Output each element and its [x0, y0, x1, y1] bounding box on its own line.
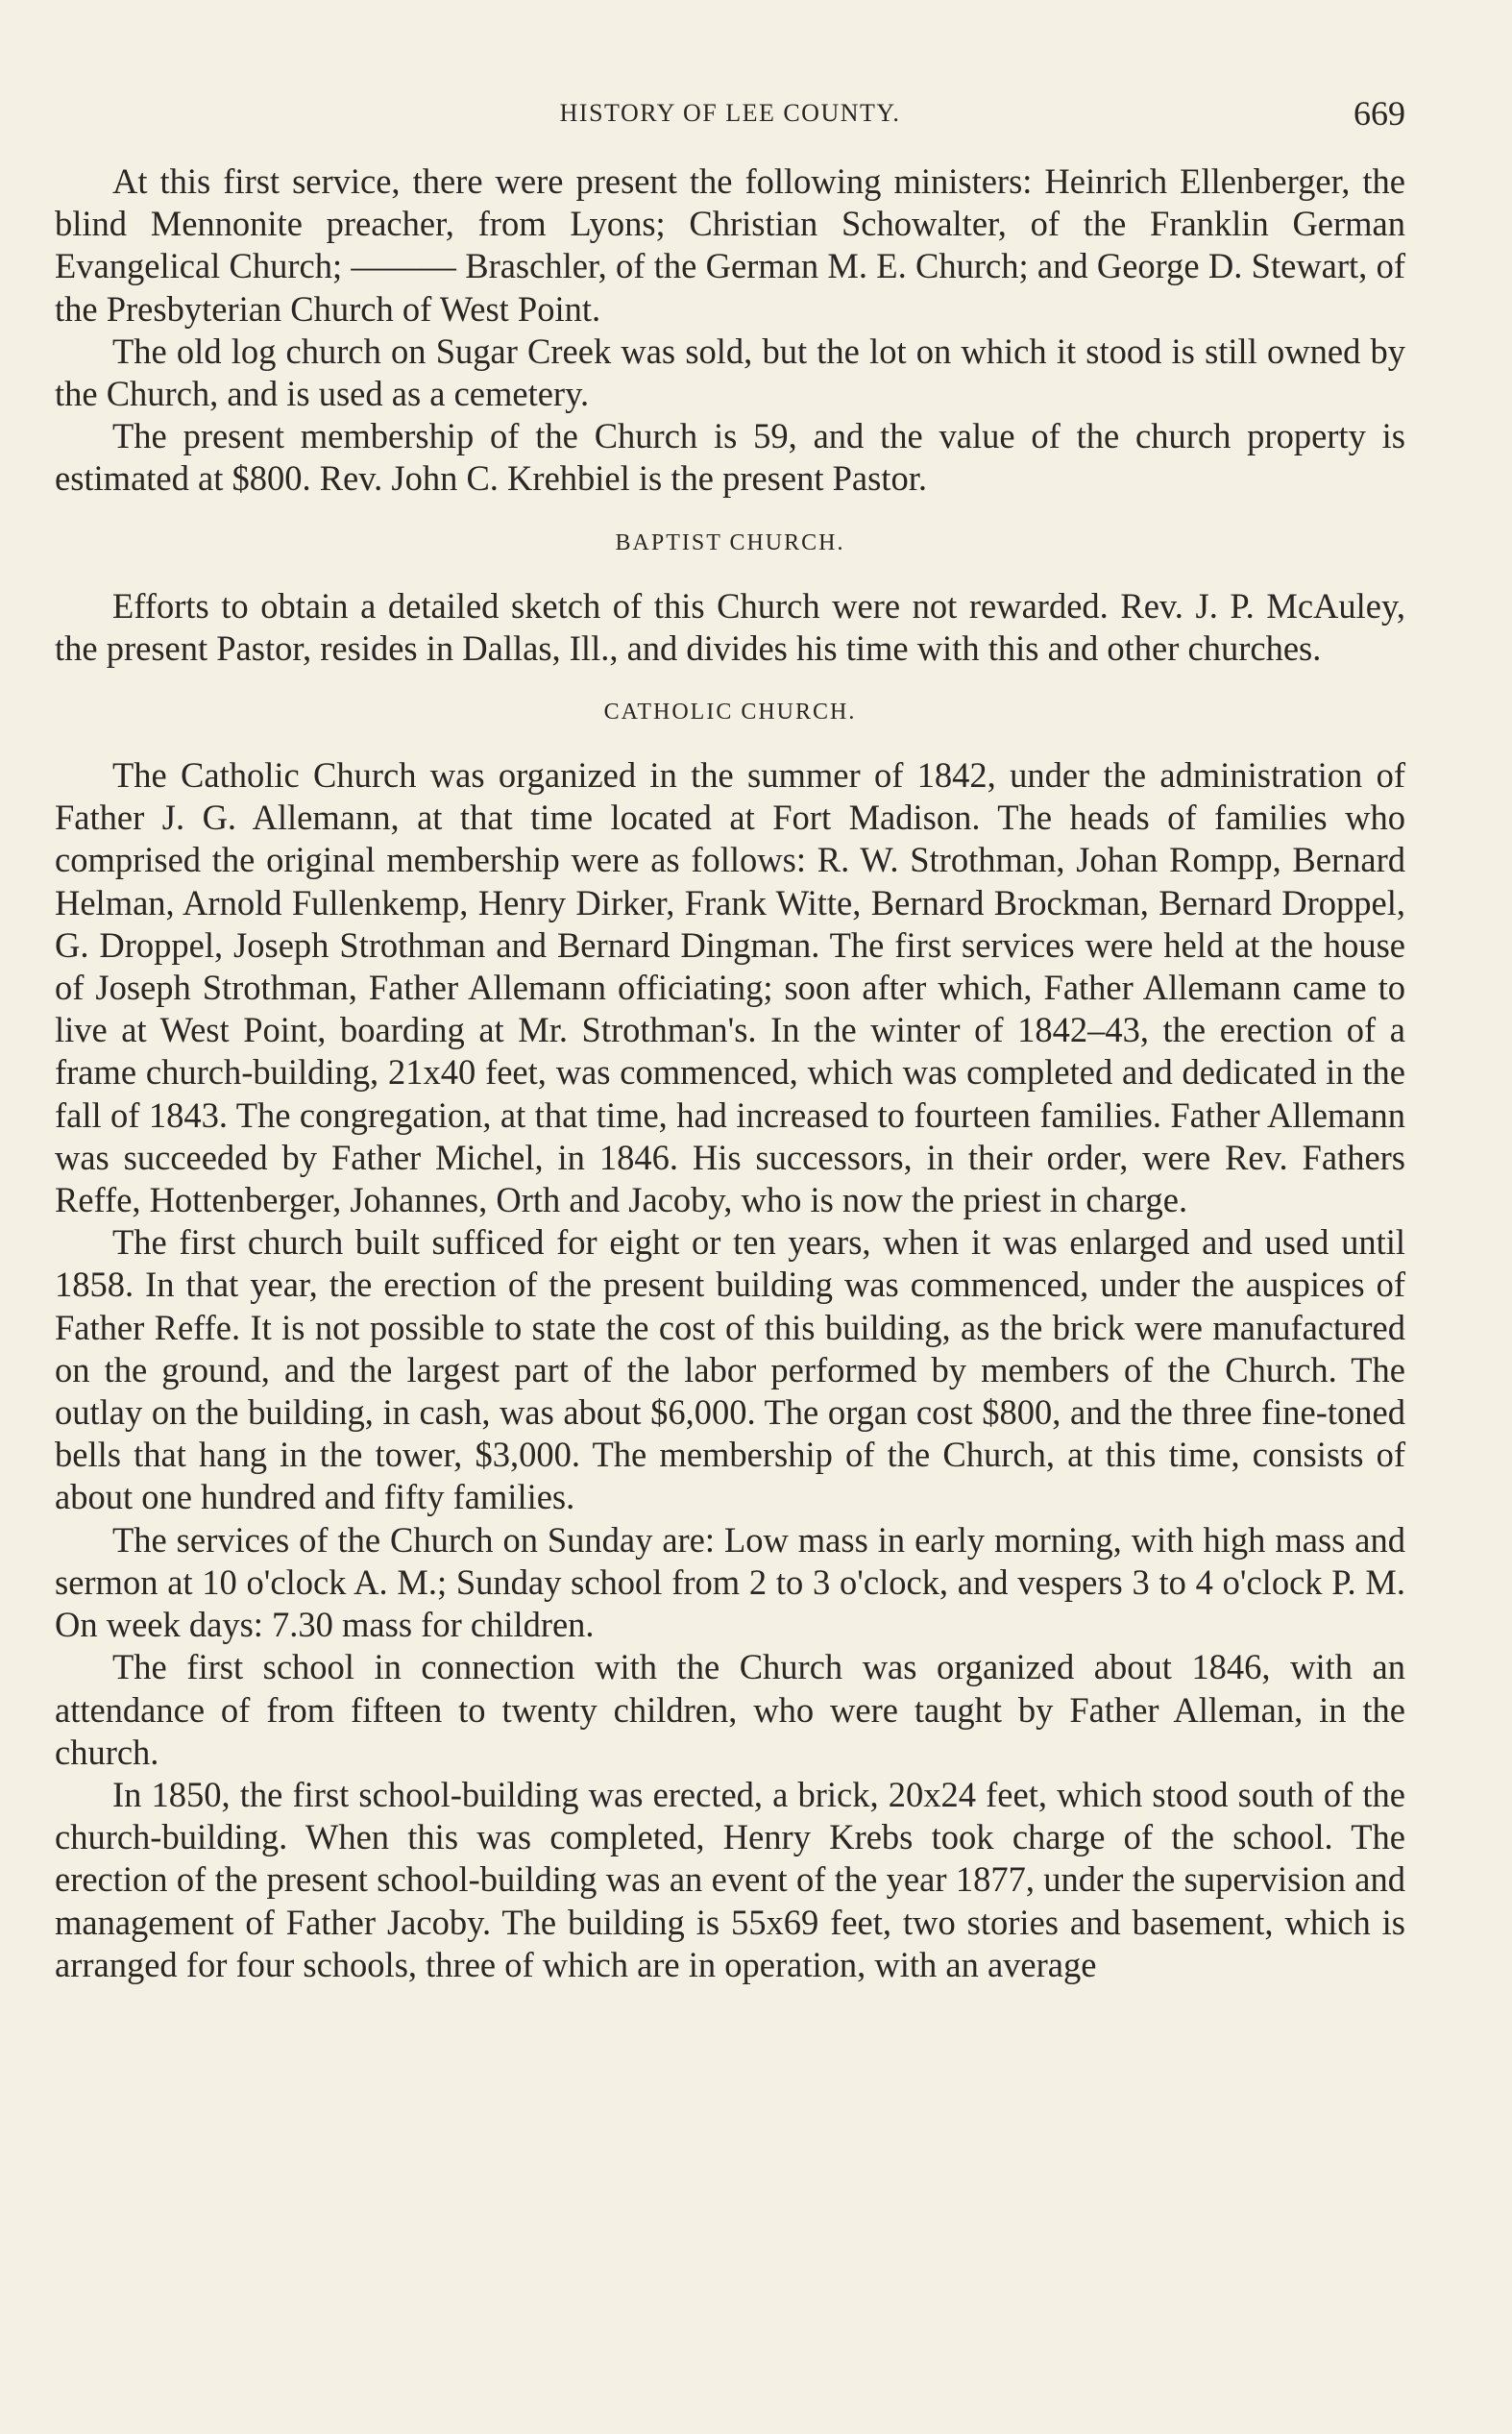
body-text — [55, 160, 1405, 1986]
paragraph: The services of the Church on Sunday are: Low mass in early morning, with high mass and sermon at 10 o'clock A. M.; Sunday school from 2 to 3 o'clock, and vespers 3 to 4 o'clock P. M. On week days: 7.30 mass for children. — [55, 1519, 1405, 1645]
running-header — [55, 91, 1405, 139]
paragraph: The old log church on Sugar Creek was sold, but the lot on which it stood is still owned by the Church, and is used as a cemetery. — [55, 331, 1405, 414]
running-title: HISTORY OF LEE COUNTY. — [559, 99, 901, 127]
section-heading-baptist: BAPTIST CHURCH. — [615, 529, 845, 555]
paragraph: In 1850, the first school-building was erected, a brick, 20x24 feet, which stood south of the church-building. When this was completed, Henry Krebs took charge of the school. The erection of the present school-building was an event of the year 1877, under the supervision and management of Father Jacoby. The building is 55x69 feet, two stories and basement, which is arranged for four schools, three of which are in operation, with an average — [55, 1774, 1405, 1984]
paragraph: The Catholic Church was organized in the summer of 1842, under the administration of Father J. G. Allemann, at that time located at Fort Madison. The heads of families who comprised the original membership were as follows: R. W. Strothman, Johan Rompp, Bernard Helman, Arnold Fullenkemp, Henry Dirker, Frank Witte, Bernard Brockman, Bernard Droppel, G. Droppel, Joseph Strothman and Bernard Dingman. The first services were held at the house of Joseph Strothman, Father Allemann officiating; soon after which, Father Allemann came to live at West Point, boarding at Mr. Strothman's. In the winter of 1842–43, the erection of a frame church-building, 21x40 feet, was commenced, which was completed and dedicated in the fall of 1843. The congregation, at that time, had increased to fourteen families. Father Allemann was succeeded by Father Michel, in 1846. His successors, in their order, were Rev. Fathers Reffe, Hottenberger, Johannes, Orth and Jacoby, who is now the priest in charge. — [55, 755, 1405, 1220]
page-number: 669 — [1353, 94, 1405, 133]
book-page — [55, 91, 1405, 1986]
paragraph: The first school in connection with the Church was organized about 1846, with an attendance of from fifteen to twenty children, who were taught by Father Alleman, in the church. — [55, 1647, 1405, 1772]
section-heading-catholic: CATHOLIC CHURCH. — [603, 700, 857, 725]
paragraph: The present membership of the Church is 59, and the value of the church property is estimated at $800. Rev. John C. Krehbiel is the present Pastor. — [55, 416, 1405, 499]
paragraph: Efforts to obtain a detailed sketch of this Church were not rewarded. Rev. J. P. McAuley, the present Pastor, resides in Dallas, Ill., and divides his time with this and other churches. — [55, 585, 1405, 668]
paragraph: At this first service, there were present the following ministers: Heinrich Ellenberger, the blind Mennonite preacher, from Lyons; Christian Schowalter, of the Franklin German Evangelical Church; ——— Braschler, of the German M. E. Church; and George D. Stewart, of the Presbyterian Church of West Point. — [55, 161, 1405, 329]
paragraph: The first church built sufficed for eight or ten years, when it was enlarged and used until 1858. In that year, the erection of the present building was commenced, under the auspices of Father Reffe. It is not possible to state the cost of this building, as the brick were manufactured on the ground, and the largest part of the labor performed by members of the Church. The outlay on the building, in cash, was about $6,000. The organ cost $800, and the three fine-toned bells that hang in the tower, $3,000. The membership of the Church, at this time, consists of about one hundred and fifty families. — [55, 1222, 1405, 1517]
